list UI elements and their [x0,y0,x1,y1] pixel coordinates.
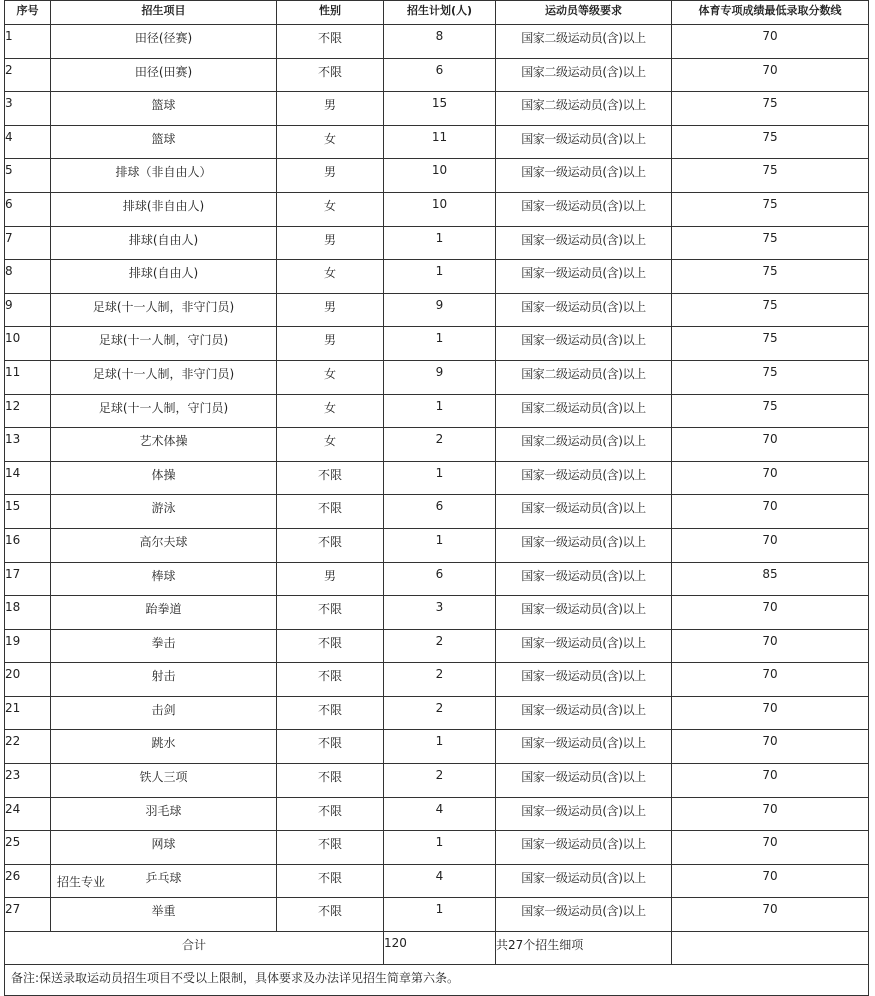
cell-plan: 1 [384,528,496,562]
cell-level: 国家一级运动员(含)以上 [496,495,672,529]
cell-project: 排球(自由人) [51,226,277,260]
header-plan: 招生计划(人) [384,1,496,25]
table-row [5,260,869,294]
table-row [5,797,869,831]
cell-plan: 2 [384,696,496,730]
cell-seq: 2 [5,58,51,92]
table-row [5,125,869,159]
cell-score: 70 [672,629,869,663]
table-row [5,92,869,126]
cell-score: 75 [672,360,869,394]
table-row [5,663,869,697]
cell-plan: 6 [384,562,496,596]
cell-plan: 1 [384,898,496,932]
cell-project: 举重 [51,898,277,932]
cell-gender: 不限 [277,596,384,630]
cell-level: 国家一级运动员(含)以上 [496,764,672,798]
cell-gender: 女 [277,192,384,226]
header-score: 体育专项成绩最低录取分数线 [672,1,869,25]
cell-project: 排球(自由人) [51,260,277,294]
cell-seq: 25 [5,831,51,865]
cell-project: 田径(田赛) [51,58,277,92]
cell-seq: 16 [5,528,51,562]
table-row [5,864,869,898]
cell-plan: 1 [384,461,496,495]
cell-gender: 男 [277,159,384,193]
cell-plan: 4 [384,864,496,898]
table-row [5,730,869,764]
cell-score: 70 [672,58,869,92]
header-level: 运动员等级要求 [496,1,672,25]
cell-level: 国家一级运动员(含)以上 [496,596,672,630]
cell-level: 国家一级运动员(含)以上 [496,663,672,697]
cell-gender: 女 [277,394,384,428]
cell-score: 75 [672,226,869,260]
cell-seq: 18 [5,596,51,630]
cell-score: 75 [672,125,869,159]
cell-gender: 不限 [277,864,384,898]
total-label: 合计 [5,932,384,965]
cell-plan: 4 [384,797,496,831]
cell-level: 国家一级运动员(含)以上 [496,260,672,294]
cell-project: 篮球 [51,92,277,126]
cell-plan: 2 [384,663,496,697]
cell-project: 足球(十一人制，守门员) [51,394,277,428]
cell-level: 国家一级运动员(含)以上 [496,898,672,932]
table-body [5,25,869,996]
cell-gender: 不限 [277,528,384,562]
clipped-next-line-text: 招生专业 [57,875,106,889]
cell-plan: 2 [384,764,496,798]
cell-score: 70 [672,596,869,630]
cell-gender: 不限 [277,663,384,697]
cell-seq: 8 [5,260,51,294]
cell-gender: 男 [277,92,384,126]
table-row [5,764,869,798]
cell-seq: 9 [5,293,51,327]
cell-gender: 不限 [277,25,384,59]
cell-score: 75 [672,394,869,428]
cell-project: 体操 [51,461,277,495]
cell-plan: 3 [384,596,496,630]
cell-score: 70 [672,764,869,798]
cell-score: 75 [672,92,869,126]
cell-level: 国家一级运动员(含)以上 [496,831,672,865]
cell-gender: 女 [277,260,384,294]
enrollment-table [4,0,869,996]
cell-gender: 不限 [277,764,384,798]
cell-level: 国家一级运动员(含)以上 [496,226,672,260]
cell-project: 击剑 [51,696,277,730]
cell-plan: 1 [384,394,496,428]
cell-seq: 26 [5,864,51,898]
cell-plan: 1 [384,730,496,764]
cell-gender: 男 [277,327,384,361]
cell-score: 75 [672,192,869,226]
total-items: 共27个招生细项 [496,932,672,965]
cell-plan: 1 [384,260,496,294]
cell-gender: 不限 [277,696,384,730]
cell-gender: 不限 [277,797,384,831]
cell-seq: 7 [5,226,51,260]
cell-level: 国家一级运动员(含)以上 [496,159,672,193]
cell-score: 70 [672,428,869,462]
note-text: 备注:保送录取运动员招生项目不受以上限制，具体要求及办法详见招生简章第六条。 [5,965,869,996]
cell-score: 70 [672,495,869,529]
cell-gender: 不限 [277,730,384,764]
cell-seq: 19 [5,629,51,663]
cell-level: 国家一级运动员(含)以上 [496,461,672,495]
table-row [5,428,869,462]
cell-plan: 1 [384,327,496,361]
cell-seq: 5 [5,159,51,193]
table-row [5,226,869,260]
cell-gender: 不限 [277,495,384,529]
cell-score: 70 [672,663,869,697]
cell-project: 游泳 [51,495,277,529]
table-row [5,898,869,932]
cell-seq: 10 [5,327,51,361]
header-gender: 性别 [277,1,384,25]
total-empty-cell [672,932,869,965]
table-row [5,159,869,193]
cell-level: 国家一级运动员(含)以上 [496,696,672,730]
cell-gender: 不限 [277,58,384,92]
cell-plan: 1 [384,226,496,260]
table-row [5,461,869,495]
cell-project: 高尔夫球 [51,528,277,562]
cell-level: 国家一级运动员(含)以上 [496,864,672,898]
cell-project: 网球 [51,831,277,865]
table-row [5,562,869,596]
cell-seq: 14 [5,461,51,495]
total-row [5,932,869,965]
table-row [5,696,869,730]
cell-seq: 1 [5,25,51,59]
cell-seq: 4 [5,125,51,159]
cell-score: 70 [672,696,869,730]
cell-plan: 15 [384,92,496,126]
header-seq: 序号 [5,1,51,25]
cell-seq: 22 [5,730,51,764]
cell-score: 70 [672,797,869,831]
table-row [5,360,869,394]
cell-score: 70 [672,25,869,59]
cell-seq: 13 [5,428,51,462]
cell-seq: 12 [5,394,51,428]
cell-plan: 8 [384,25,496,59]
cell-project: 拳击 [51,629,277,663]
cell-project: 乒乓球 [51,864,277,898]
note-row [5,965,869,996]
cell-level: 国家一级运动员(含)以上 [496,629,672,663]
table-row [5,831,869,865]
cell-score: 70 [672,831,869,865]
cell-seq: 24 [5,797,51,831]
cell-level: 国家一级运动员(含)以上 [496,528,672,562]
cell-project: 排球(非自由人) [51,192,277,226]
cell-project: 跳水 [51,730,277,764]
cell-gender: 女 [277,360,384,394]
table-row [5,629,869,663]
cell-project: 足球(十一人制，非守门员) [51,293,277,327]
cell-project: 射击 [51,663,277,697]
cell-project: 足球(十一人制，守门员) [51,327,277,361]
header-project: 招生项目 [51,1,277,25]
cell-score: 75 [672,327,869,361]
cell-plan: 9 [384,293,496,327]
cell-project: 棒球 [51,562,277,596]
cell-plan: 9 [384,360,496,394]
cell-score: 75 [672,159,869,193]
cell-plan: 6 [384,58,496,92]
cell-project: 田径(径赛) [51,25,277,59]
cell-project: 羽毛球 [51,797,277,831]
table-row [5,327,869,361]
table-row [5,495,869,529]
table-header-row [5,1,869,25]
cell-project: 篮球 [51,125,277,159]
clipped-next-line [57,875,117,889]
cell-gender: 女 [277,125,384,159]
total-count: 120 [384,932,496,965]
cell-seq: 17 [5,562,51,596]
cell-seq: 3 [5,92,51,126]
cell-level: 国家一级运动员(含)以上 [496,562,672,596]
table-row [5,58,869,92]
table-row [5,293,869,327]
cell-plan: 10 [384,159,496,193]
cell-seq: 27 [5,898,51,932]
cell-score: 70 [672,898,869,932]
cell-gender: 不限 [277,831,384,865]
cell-level: 国家一级运动员(含)以上 [496,293,672,327]
cell-level: 国家一级运动员(含)以上 [496,192,672,226]
cell-level: 国家二级运动员(含)以上 [496,394,672,428]
cell-gender: 不限 [277,898,384,932]
cell-gender: 不限 [277,461,384,495]
cell-gender: 男 [277,562,384,596]
cell-gender: 男 [277,293,384,327]
cell-plan: 10 [384,192,496,226]
table-row [5,394,869,428]
cell-score: 70 [672,461,869,495]
cell-project: 排球（非自由人） [51,159,277,193]
cell-level: 国家二级运动员(含)以上 [496,92,672,126]
cell-seq: 11 [5,360,51,394]
cell-seq: 21 [5,696,51,730]
cell-seq: 15 [5,495,51,529]
cell-seq: 6 [5,192,51,226]
table-row [5,192,869,226]
cell-level: 国家二级运动员(含)以上 [496,428,672,462]
cell-plan: 2 [384,629,496,663]
cell-seq: 23 [5,764,51,798]
cell-score: 75 [672,260,869,294]
cell-score: 85 [672,562,869,596]
cell-level: 国家一级运动员(含)以上 [496,730,672,764]
table-row [5,596,869,630]
cell-plan: 1 [384,831,496,865]
cell-level: 国家二级运动员(含)以上 [496,25,672,59]
cell-level: 国家二级运动员(含)以上 [496,58,672,92]
cell-plan: 11 [384,125,496,159]
cell-score: 75 [672,293,869,327]
cell-level: 国家二级运动员(含)以上 [496,360,672,394]
cell-plan: 2 [384,428,496,462]
table-row [5,528,869,562]
cell-level: 国家一级运动员(含)以上 [496,125,672,159]
cell-score: 70 [672,528,869,562]
cell-level: 国家一级运动员(含)以上 [496,797,672,831]
cell-level: 国家一级运动员(含)以上 [496,327,672,361]
cell-project: 艺术体操 [51,428,277,462]
cell-project: 跆拳道 [51,596,277,630]
cell-score: 70 [672,730,869,764]
cell-project: 铁人三项 [51,764,277,798]
cell-project: 足球(十一人制，非守门员) [51,360,277,394]
cell-gender: 不限 [277,629,384,663]
cell-plan: 6 [384,495,496,529]
cell-seq: 20 [5,663,51,697]
table-row [5,25,869,59]
cell-gender: 男 [277,226,384,260]
cell-score: 70 [672,864,869,898]
cell-gender: 女 [277,428,384,462]
